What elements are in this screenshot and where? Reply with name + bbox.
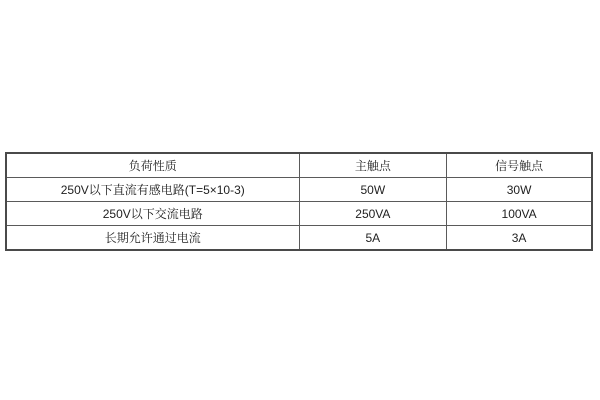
cell-load-type: 长期允许通过电流 xyxy=(6,226,299,251)
cell-main-contact: 5A xyxy=(299,226,447,251)
table-row xyxy=(6,202,592,226)
contact-load-spec-table xyxy=(5,152,593,251)
table-row xyxy=(6,226,592,251)
table-row xyxy=(6,178,592,202)
table-header-row xyxy=(6,153,592,178)
cell-signal-contact: 30W xyxy=(447,178,592,202)
cell-signal-contact: 3A xyxy=(447,226,592,251)
column-header-signal-contact: 信号触点 xyxy=(447,153,592,178)
cell-main-contact: 50W xyxy=(299,178,447,202)
cell-load-type: 250V以下交流电路 xyxy=(6,202,299,226)
column-header-main-contact: 主触点 xyxy=(299,153,447,178)
cell-load-type: 250V以下直流有感电路(T=5×10-3) xyxy=(6,178,299,202)
cell-main-contact: 250VA xyxy=(299,202,447,226)
column-header-load-type: 负荷性质 xyxy=(6,153,299,178)
cell-signal-contact: 100VA xyxy=(447,202,592,226)
